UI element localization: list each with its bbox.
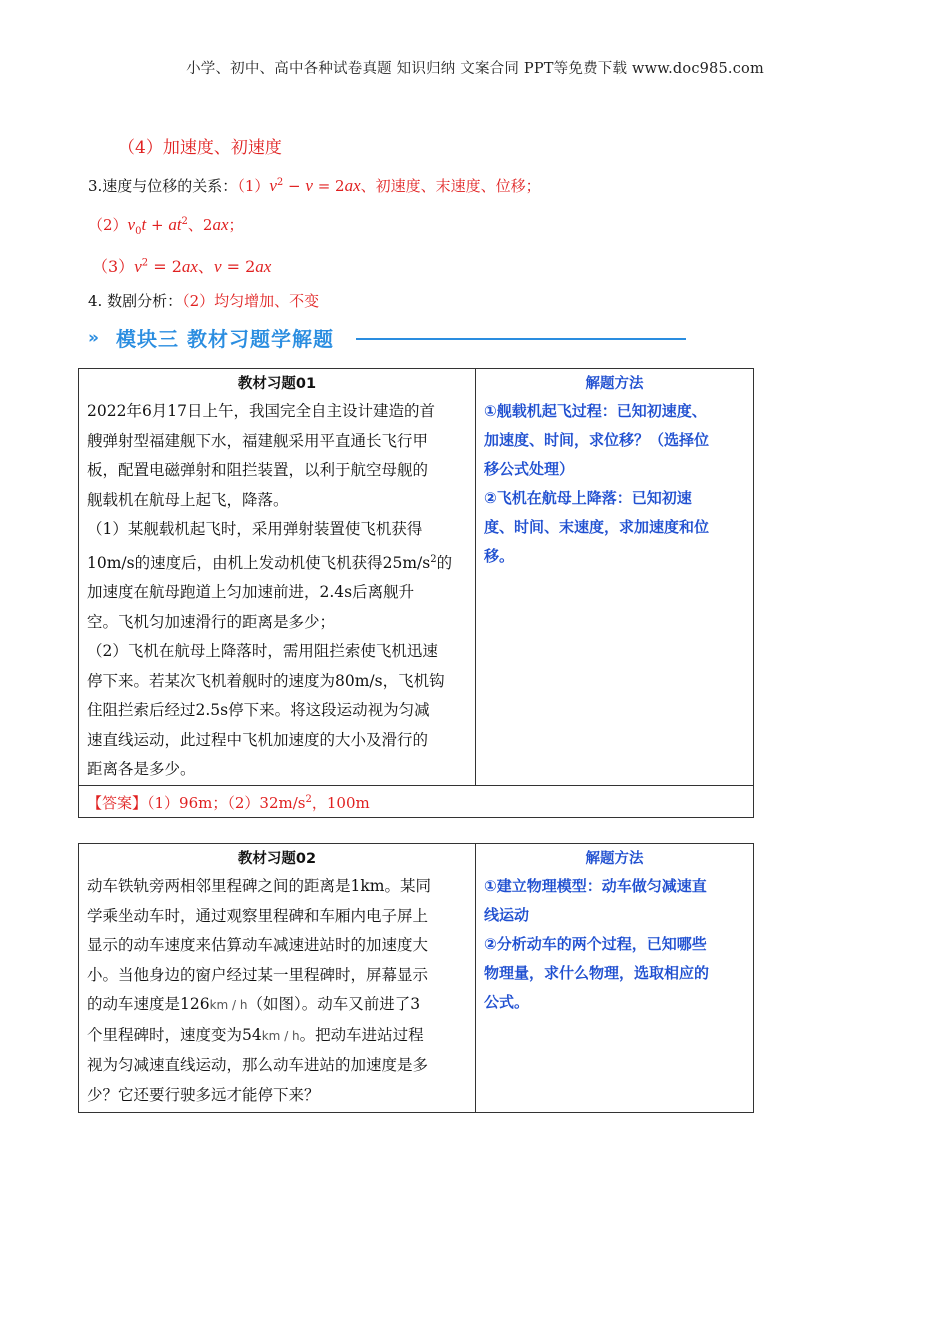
exercise-01-line-6: 10m/s的速度后，由机上发动机使飞机获得$25m/s^2$的 [87, 553, 453, 572]
section-3-part-3: $(3)v^2 = 2ax$、v = 2ax [92, 257, 272, 276]
section-3-part-2: $(2)v_0t + at^2$、2ax； [88, 215, 244, 237]
exercise-02-method-cell: 解题方法 ①建立物理模型：动车做匀减速直 线运动 ②分析动车的两个过程，已知哪些 物理量，求什么物理，选取相应的 公式。 [476, 844, 754, 1113]
page-header: 小学、初中、高中各种试卷真题 知识归纳 文案合同 PPT等免费下载 www.doc985.com [186, 61, 764, 77]
answer-line-4: （4）加速度、初速度 [118, 138, 282, 158]
double-chevron-icon: » [88, 328, 95, 348]
exercise-02-table [78, 843, 754, 1113]
exercise-01-question-cell: 教材习题01 2022年6月17日上午，我国完全自主设计建造的首 艘弹射型福建舰下水，福建舰采用平直通长飞行甲 板，配置电磁弹射和阻拦装置，以利于航空母舰的 舰载机在航母上起飞，降落。 （1）某舰载机起飞时，采用弹射装置使飞机获得 10m/s的速度后，由机上发动机使飞机获得$25m/s^2$的 加速度在航母跑道上匀加速前进，2.4s后离舰升 空。飞机匀加速滑行的距离是多少； （2）飞机在航母上降落时，需用阻拦索使飞机迅速 停下来。若某次飞机着舰时的速度为80m/s，飞机钩 住阻拦索后经过2.5s停下来。将这段运动视为匀减 速直线运动，此过程中飞机加速度的大小及滑行的 距离各是多少。 [79, 369, 476, 786]
section-4-answer: （2）均匀增加、不变 [182, 292, 320, 310]
section-3-line: 3.速度与位移的关系：$(1)v^2 - v = 2ax$、初速度、末速度、位移； [88, 176, 541, 195]
exercise-01-method-heading: 解题方法 [585, 376, 644, 392]
module-title: 模块三 教材习题学解题 [116, 327, 334, 351]
exercise-01-method-cell: 解题方法 ①舰载机起飞过程：已知初速度、 加速度、时间，求位移？（选择位 移公式处理） ②飞机在航母上降落：已知初速 度、时间、末速度，求加速度和位 移。 [476, 369, 754, 786]
banner-rule [356, 338, 686, 340]
exercise-01-heading: 教材习题01 [237, 376, 317, 392]
exercise-02-heading: 教材习题02 [237, 851, 317, 867]
answer-label: 【答案】 [87, 793, 148, 812]
exercise-02-line-6: 个里程碑时，速度变为54km / h。把动车进站过程 [87, 1025, 424, 1044]
exercise-02-method-heading: 解题方法 [585, 851, 644, 867]
module-banner [88, 323, 698, 353]
section-4-label: 4. 数剧分析： [88, 292, 183, 310]
section-3-label: 3.速度与位移的关系： [88, 177, 238, 195]
exercise-01-table [78, 368, 754, 818]
section-3-part-1: （1） [237, 177, 270, 195]
exercise-02-question-cell: 教材习题02 动车铁轨旁两相邻里程碑之间的距离是1km。某同 学乘坐动车时，通过观察里程碑和车厢内电子屏上 显示的动车速度来估算动车减速进站时的加速度大 小。当他身边的窗户经过某一里程碑时，屏幕显示 的动车速度是126km / h（如图）。动车又前进了3 个里程碑时，速度变为54km / h。把动车进站过程 视为匀减速直线运动，那么动车进站的加速度是多 少？它还要行驶多远才能停下来？ [79, 844, 476, 1113]
exercise-01-answer: 【答案】（1）96m；$(2)32m/s^2$，100m [79, 785, 754, 817]
section-3-rest: 、初速度、末速度、位移； [360, 177, 541, 195]
section-4-line [88, 290, 319, 311]
exercise-02-line-5: 的动车速度是126km / h（如图）。动车又前进了3 [87, 995, 421, 1013]
